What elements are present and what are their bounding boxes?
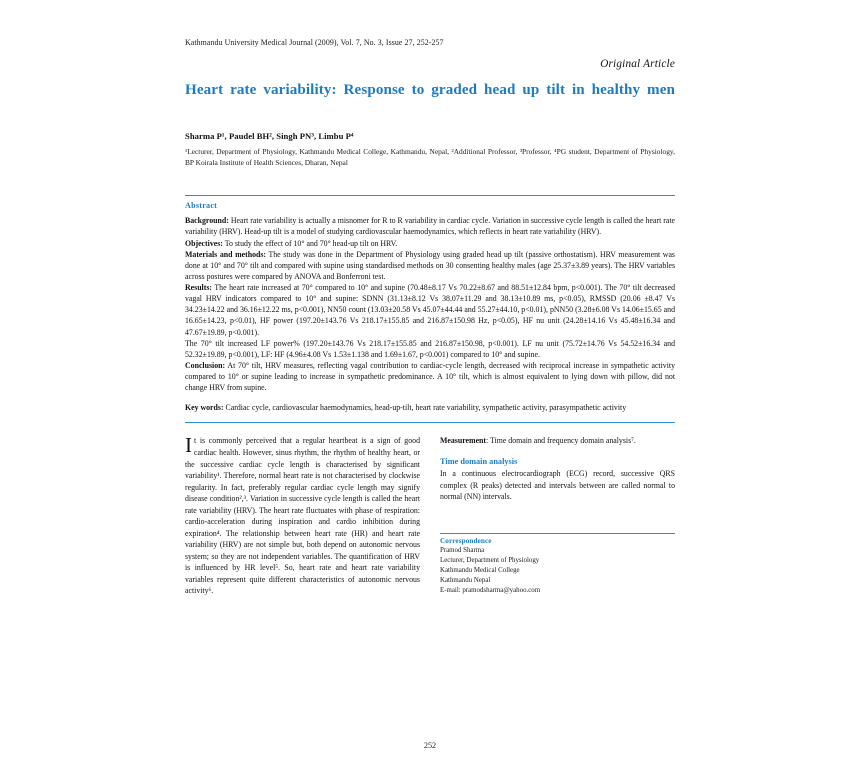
time-domain-paragraph: In a continuous electrocardiograph (ECG) record, successive QRS complex (R peaks) detected and intervals between are called normal to normal (NN) intervals.	[440, 468, 675, 502]
abstract-background-label: Background:	[185, 216, 229, 226]
two-column-body	[185, 435, 675, 596]
abstract-lf-results: The 70° tilt increased LF power% (197.20±143.76 Vs 218.17±155.85 and 216.87±150.98, p<0.001). LF nu unit (75.72±14.76 Vs 54.52±16.34 and 52.32±19.89, p<0.001), LF: HF (4.96±4.08 Vs 1.53±1.138 and 1.69±1.67, p<0.001) compared to 10° and supine.	[185, 338, 675, 359]
body-left-column	[185, 435, 420, 596]
page-title: Heart rate variability: Response to graded head up tilt in healthy men	[185, 82, 675, 99]
correspondence-heading: Correspondence	[440, 536, 492, 545]
abstract-objectives	[185, 238, 675, 249]
journal-header-line: Kathmandu University Medical Journal (2009), Vol. 7, No. 3, Issue 27, 252-257	[185, 38, 444, 47]
abstract-results	[185, 282, 675, 338]
page-number: 252	[423, 741, 437, 750]
author-affiliations: ¹Lecturer, Department of Physiology, Kathmandu Medical College, Kathmandu, Nepal, ²Additional Professor, ³Professor, ⁴PG student, Department of Physiology, BP Koirala Institute of Health Sciences, Dharan, Nepal	[185, 147, 675, 168]
abstract-conclusion-label: Conclusion:	[185, 360, 226, 370]
introduction-paragraph: It is commonly perceived that a regular heartbeat is a sign of good cardiac health. However, sinus rhythm, the rhythm of healthy heart, or the successive cardiac cycle length is characterised by significant variability¹. Therefore, normal heart rate is not characterised by clockwise regularity. In fact, preferably regular cardiac cycle length may signify disease condition²,³. Variation in successive cycle length is called the heart rate variability (HRV). The heart rate fluctuates with phase of respiration: cardio-acceleration during inspiration and cardio inhibition during expiration⁴. The relationship between heart rate (HR) and heart rate variability (HRV) are not simple but, both depend on autonomic nervous system; so they are not independent variables. The quantification of HRV is influenced by HR level⁵. So, heart rate and heart rate variability variables represent quite different characteristics of autonomic nervous activity⁶.	[185, 433, 420, 596]
abstract-conclusion-text: At 70° tilt, HRV measures, reflecting vagal contribution to cardiac-cycle length, decreased with reciprocal increase in sympathetic activity compared to 10° or supine leading to increase in sympathetic predominance. A 10° tilt, which is almost equivalent to lying down with pillow, did not change HRV from supine.	[185, 360, 675, 393]
abstract-bottom-divider	[185, 422, 675, 423]
abstract-body	[185, 215, 675, 413]
abstract-results-text: The heart rate increased at 70° compared to 10° and supine (70.48±8.17 Vs 70.22±8.67 and 88.51±12.84 bpm, p<0.001). The 70° tilt decreased vagal HRV indicators compared to 10° and supine: SDNN (31.13±8.12 Vs 38.07±11.29 and 38.13±10.89 ms, p<0.05), RMSSD (20.06 ±8.47 Vs 34.23±14.22 and 36.16±12.22 ms, p<0.001), NN50 count (13.03±20.58 Vs 45.07±44.44 and 55.27±44.10, p<0.01), pNN50 (3.28±6.08 Vs 14.06±15.65 and 16.65±14.23, p<0.01), HF power (197.20±143.76 Vs 218.17±155.85 and 216.87±150.98 Hz, p<0.05), HF nu unit (24.28±14.16 Vs 45.48±16.34 and 47.67±19.89, p<0.001).	[185, 283, 675, 337]
abstract-top-divider	[185, 195, 675, 196]
page-content-area	[185, 38, 675, 750]
correspondence-divider	[440, 533, 675, 534]
body-right-column	[440, 435, 675, 596]
article-type-label: Original Article	[600, 58, 675, 71]
correspondence-institution: Kathmandu Medical College	[440, 567, 520, 575]
abstract-conclusion	[185, 360, 675, 393]
abstract-materials-label: Materials and methods:	[185, 249, 267, 259]
measurement-text: : Time domain and frequency domain analysis⁷.	[486, 436, 636, 446]
correspondence-position: Lecturer, Department of Physiology	[440, 556, 540, 564]
measurement-paragraph	[440, 435, 675, 447]
correspondence-name: Pramod Sharma	[440, 546, 485, 554]
abstract-heading: Abstract	[185, 201, 218, 211]
correspondence-city: Kathmandu Nepal	[440, 577, 491, 585]
abstract-keywords-text: Cardiac cycle, cardiovascular haemodynamics, head-up-tilt, heart rate variability, sympathetic activity, parasympathetic activity	[223, 403, 627, 413]
measurement-label: Measurement	[440, 436, 487, 446]
time-domain-heading: Time domain analysis	[440, 456, 518, 466]
abstract-keywords-label: Key words:	[185, 403, 224, 413]
abstract-results-label: Results:	[185, 283, 213, 293]
correspondence-block	[440, 533, 675, 597]
abstract-objectives-label: Objectives:	[185, 238, 223, 248]
abstract-background-text: Heart rate variability is actually a misnomer for R to R variability in cardiac cycle. Variation in successive cycle length is called the heart rate variability (HRV). Head-up tilt is a model of studying cardiovascular haemodynamics, which reflects in heart rate variability (HRV).	[185, 216, 675, 237]
author-list: Sharma P¹, Paudel BH², Singh PN³, Limbu P⁴	[185, 131, 354, 142]
abstract-keywords	[185, 402, 675, 413]
correspondence-email: E-mail: pramodsharma@yahoo.com	[440, 587, 541, 595]
abstract-materials	[185, 249, 675, 282]
abstract-objectives-text: To study the effect of 10° and 70° head-up tilt on HRV.	[222, 238, 398, 248]
abstract-background	[185, 215, 675, 237]
abstract-materials-text: The study was done in the Department of Physiology using graded head up tilt (passive orthostatism). HRV measurement was done at 10° and 70° tilt and compared with supine using standardised methods on 30 consenting healthy males (age 25.37±3.89 years). The HRV variables across postures were compared by ANOVA and Bonferroni test.	[185, 249, 675, 281]
